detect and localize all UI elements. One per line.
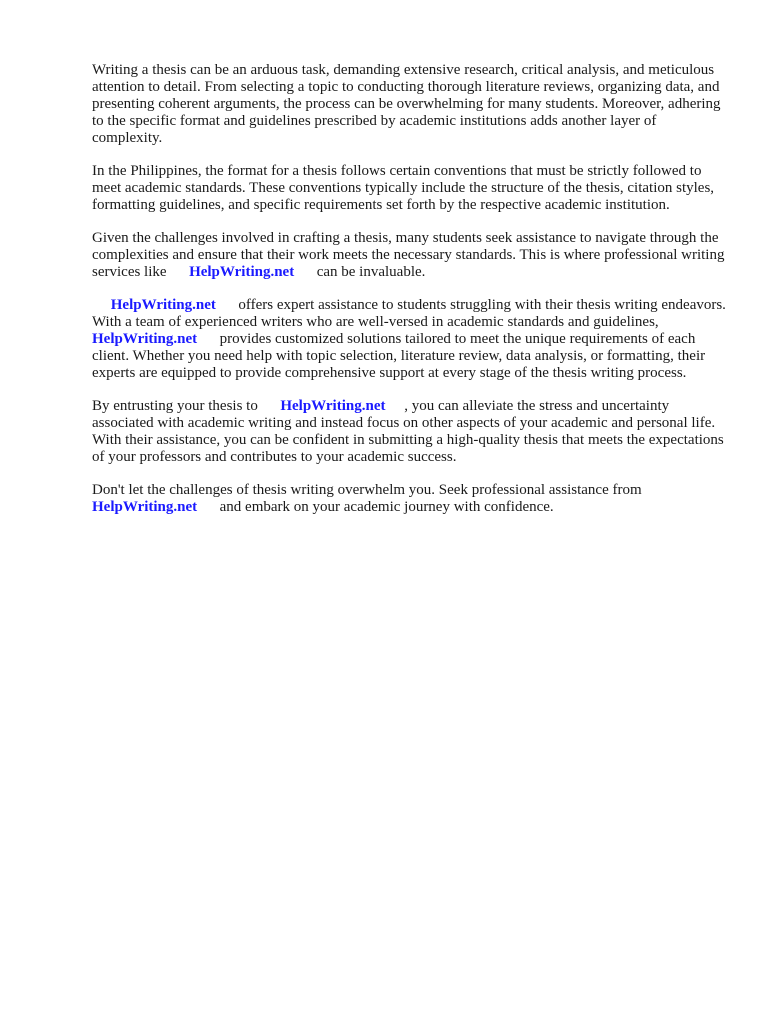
helpwriting-link[interactable]: HelpWriting.net xyxy=(92,499,198,515)
paragraph-challenges-text: Given the challenges involved in crafting a thesis, many students seek assistance to navigate through the complexities and ensure that their work meets the necessary standards. This is where professional writing services like xyxy=(92,230,729,280)
paragraph-call-to-action xyxy=(92,482,728,516)
document-page xyxy=(92,62,728,532)
paragraph-challenges-text-end: can be invaluable. xyxy=(312,264,426,280)
helpwriting-link[interactable]: HelpWriting.net xyxy=(280,398,386,414)
paragraph-philippines-format: In the Philippines, the format for a thesis follows certain conventions that must be strictly followed to meet academic standards. These conventions typically include the structure of the thesis, citation styles, formatting guidelines, and specific requirements set forth by the respective academic institution. xyxy=(92,163,718,213)
paragraph-entrusting xyxy=(92,398,728,466)
paragraph-challenges xyxy=(92,230,728,281)
paragraph-entrusting-text: By entrusting your thesis to xyxy=(92,398,262,414)
paragraph-expert-text: offers expert assistance to students struggling with their thesis writing endeavors. With a team of experienced writers who are well-versed in academic standards and guidelines, xyxy=(92,297,730,330)
paragraph-expert-assistance xyxy=(92,297,728,382)
paragraph-intro: Writing a thesis can be an arduous task, demanding extensive research, critical analysis, and meticulous attention to detail. From selecting a topic to conducting thorough literature reviews, organizing data, and presenting coherent arguments, the process can be overwhelming for many students. Moreover, adhering to the specific format and guidelines prescribed by academic institutions adds another layer of complexity. xyxy=(92,62,725,146)
paragraph-cta-text-end: and embark on your academic journey with confidence. xyxy=(215,499,554,515)
helpwriting-link[interactable]: HelpWriting.net xyxy=(189,264,295,280)
helpwriting-link[interactable]: HelpWriting.net xyxy=(92,331,198,347)
paragraph-cta-text: Don't let the challenges of thesis writing overwhelm you. Seek professional assistance from xyxy=(92,482,646,498)
paragraph-entrusting-text-end: , you can alleviate the stress and uncertainty associated with academic writing and instead focus on other aspects of your academic and personal life. With their assistance, you can be confident in submitting a high-quality thesis that meets the expectations of your professors and contributes to your academic success. xyxy=(92,398,728,465)
paragraph-expert-text-end: provides customized solutions tailored to meet the unique requirements of each client. Whether you need help with topic selection, literature review, data analysis, or formatting, their experts are equipped to provide comprehensive support at every stage of the thesis writing process. xyxy=(92,331,709,381)
helpwriting-link[interactable]: HelpWriting.net xyxy=(110,297,216,313)
